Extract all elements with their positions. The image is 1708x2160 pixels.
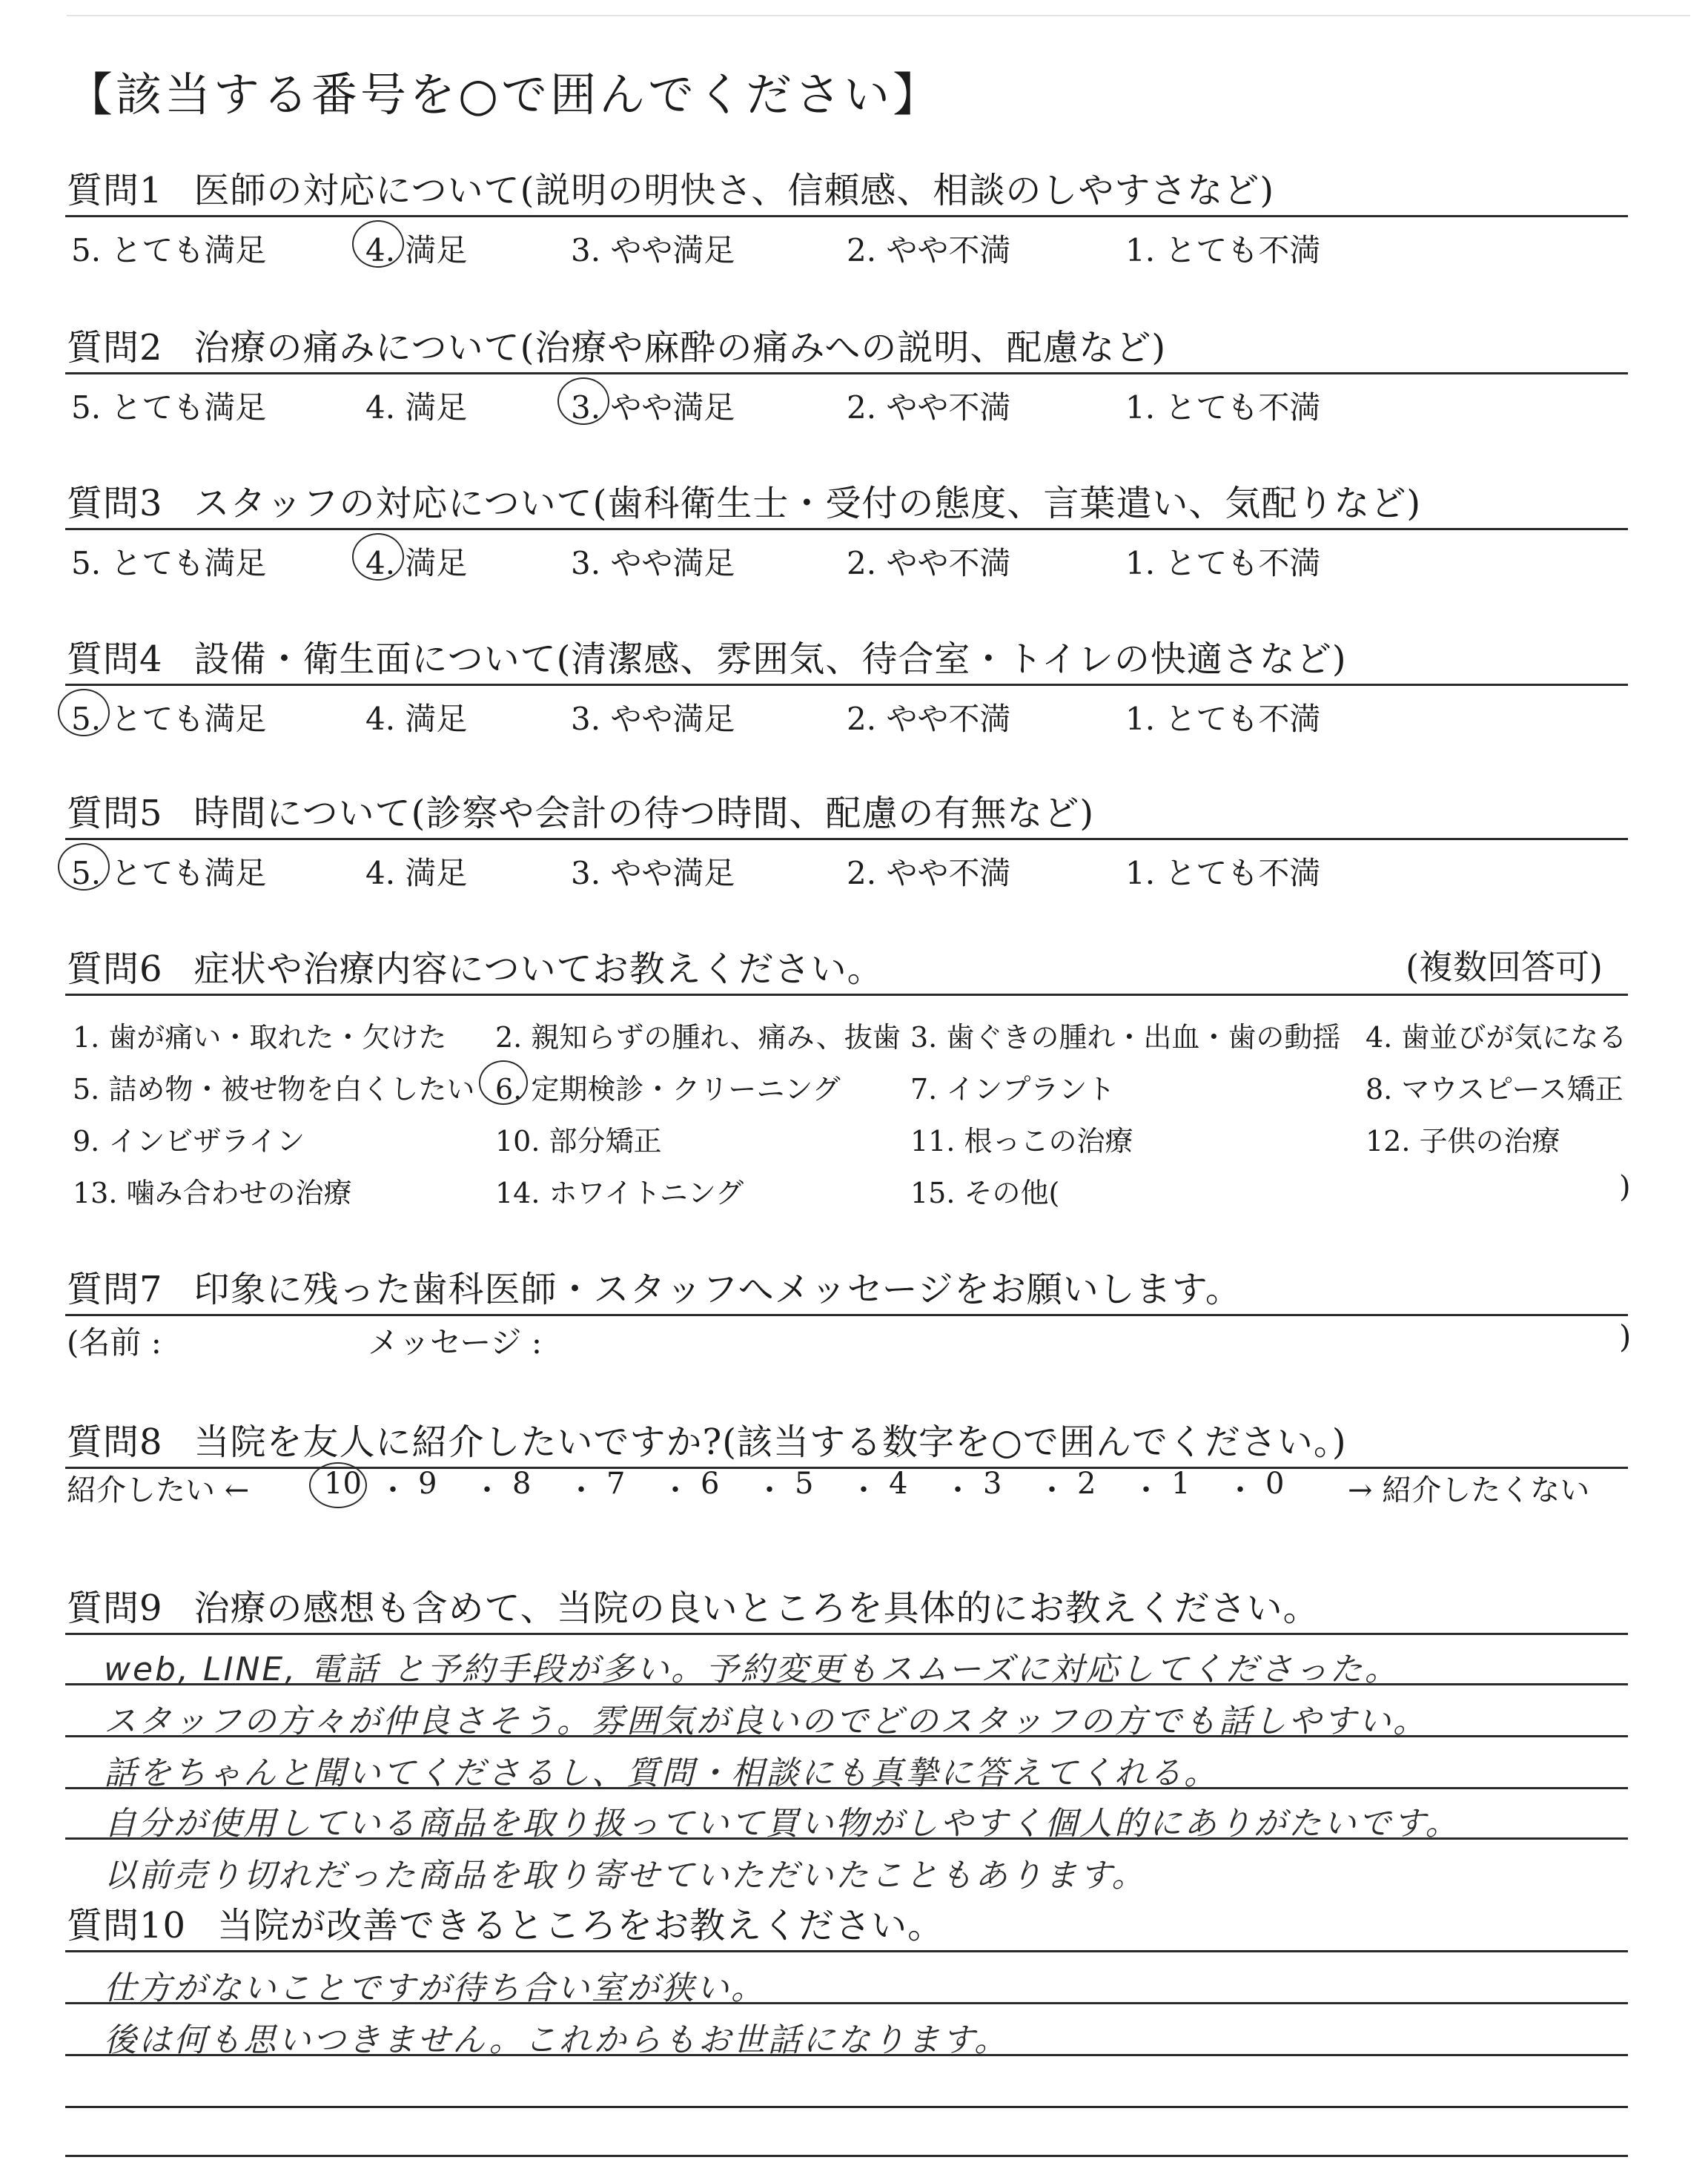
recommend-score[interactable]: 0 [1265, 1467, 1285, 1501]
form-header: 【該当する番号を○で囲んでください】 [67, 67, 942, 122]
scale-option[interactable]: 2. やや不満 [847, 232, 1011, 268]
scale-option[interactable]: 4. 満足 [365, 232, 468, 268]
underline-rule [65, 838, 1628, 840]
underline-rule [65, 2054, 1628, 2056]
score-separator: ・ [755, 1473, 784, 1507]
recommend-score[interactable]: 1 [1171, 1467, 1191, 1501]
selection-circle [309, 1462, 367, 1508]
question-title [67, 475, 1421, 526]
handwritten-answer: 自分が使用している商品を取り扱っていて買い物がしやすく個人的にありがたいです。 [104, 1805, 1460, 1843]
recommend-right-label: → 紹介したくない [1348, 1473, 1590, 1507]
score-separator: ・ [943, 1473, 973, 1507]
score-separator: ・ [1037, 1473, 1067, 1507]
scale-option[interactable]: 2. やや不満 [847, 701, 1011, 737]
question-label: 質問6 [67, 948, 163, 990]
symptom-option[interactable]: 14. ホワイトニング [495, 1177, 744, 1209]
scale-option[interactable]: 2. やや不満 [847, 855, 1011, 891]
symptom-option[interactable]: 4. 歯並びが気になる [1366, 1021, 1627, 1054]
underline-rule [65, 994, 1628, 996]
scale-option[interactable]: 2. やや不満 [847, 545, 1011, 581]
selection-circle [352, 533, 404, 581]
scale-option[interactable]: 4. 満足 [365, 701, 468, 737]
scale-option[interactable]: 1. とても不満 [1125, 389, 1321, 426]
scale-option[interactable]: 1. とても不満 [1125, 855, 1321, 891]
question-label: 質問2 [67, 327, 163, 369]
question-text: 治療の感想も含めて、当院の良いところを具体的にお教えください。 [193, 1588, 1320, 1629]
scale-option[interactable]: 5. とても満足 [71, 545, 267, 581]
question-text: 治療の痛みについて(治療や麻酔の痛みへの説明、配慮など) [193, 327, 1167, 369]
question-text: 印象に残った歯科医師・スタッフへメッセージをお願いします。 [193, 1269, 1242, 1310]
symptom-option[interactable]: 13. 噛み合わせの治療 [73, 1177, 352, 1209]
question-label: 質問3 [67, 483, 163, 524]
question-title [67, 162, 1274, 213]
symptom-option[interactable]: 2. 親知らずの腫れ、痛み、抜歯 [495, 1021, 901, 1054]
question-text: 当院が改善できるところをお教えください。 [217, 1905, 944, 1946]
scale-option[interactable]: 3. やや満足 [571, 855, 735, 891]
question-title [67, 1897, 944, 1948]
recommend-score[interactable]: 2 [1077, 1467, 1096, 1501]
selection-circle [557, 377, 609, 425]
question-label: 質問5 [67, 793, 163, 834]
symptom-option[interactable]: 5. 詰め物・被せ物を白くしたい [73, 1073, 475, 1106]
recommend-score[interactable]: 7 [606, 1467, 626, 1501]
underline-rule [65, 1314, 1628, 1316]
recommend-score[interactable]: 4 [889, 1467, 908, 1501]
underline-rule [65, 215, 1628, 217]
recommend-score[interactable]: 8 [512, 1467, 532, 1501]
handwritten-answer: 仕方がないことですが待ち合い室が狭い。 [104, 1969, 766, 2007]
selection-circle [58, 843, 110, 891]
multiple-answer-note: (複数回答可) [1406, 947, 1603, 987]
scale-option[interactable]: 2. やや不満 [847, 389, 1011, 426]
question-title [67, 1261, 1242, 1312]
symptom-option[interactable]: 9. インビザライン [73, 1125, 305, 1157]
scale-option[interactable]: 1. とても不満 [1125, 232, 1321, 268]
score-separator: ・ [661, 1473, 690, 1507]
recommend-score[interactable]: 9 [418, 1467, 437, 1501]
scale-option[interactable]: 3. やや満足 [571, 232, 735, 268]
question-label: 質問7 [67, 1269, 163, 1310]
selection-circle [479, 1060, 528, 1105]
question-text: 時間について(診察や会計の待つ時間、配慮の有無など) [193, 793, 1095, 834]
question-label: 質問9 [67, 1588, 163, 1629]
scale-option[interactable]: 1. とても不満 [1125, 701, 1321, 737]
question-label: 質問1 [67, 170, 163, 211]
handwritten-answer: web, LINE, 電話 と予約手段が多い。予約変更もスムーズに対応してくださった。 [104, 1651, 1400, 1688]
underline-rule [65, 528, 1628, 530]
underline-rule [65, 372, 1628, 374]
question-text: 設備・衛生面について(清潔感、雰囲気、待合室・トイレの快適さなど) [193, 638, 1347, 680]
question-title [67, 940, 884, 991]
recommend-score[interactable]: 5 [795, 1467, 814, 1501]
handwritten-answer: 話をちゃんと聞いてくださるし、質問・相談にも真摯に答えてくれる。 [104, 1754, 1219, 1792]
score-separator: ・ [1131, 1473, 1161, 1507]
symptom-option[interactable]: 7. インプラント [910, 1073, 1116, 1106]
question-text: 症状や治療内容についてお教えください。 [193, 948, 884, 990]
underline-rule [65, 1787, 1628, 1789]
scale-option[interactable]: 5. とても満足 [71, 855, 267, 891]
question-label: 質問10 [67, 1905, 187, 1946]
symptom-option[interactable]: 6. 定期検診・クリーニング [495, 1073, 841, 1106]
recommend-left-label: 紹介したい ← [67, 1473, 250, 1507]
score-separator: ・ [1225, 1473, 1255, 1507]
score-separator: ・ [849, 1473, 878, 1507]
symptom-option[interactable]: 10. 部分矯正 [495, 1125, 662, 1157]
other-close-paren: ) [1619, 1170, 1631, 1204]
q7-close-paren: ) [1619, 1318, 1632, 1355]
symptom-option[interactable]: 8. マウスピース矯正 [1366, 1073, 1623, 1106]
message-label: メッセージ : [368, 1324, 542, 1361]
score-separator: ・ [378, 1473, 408, 1507]
symptom-option[interactable]: 15. その他( [910, 1177, 1060, 1209]
underline-rule [65, 1837, 1628, 1840]
score-separator: ・ [566, 1473, 596, 1507]
top-border [67, 15, 1690, 16]
scale-option[interactable]: 3. やや満足 [571, 701, 735, 737]
scale-option[interactable]: 4. 満足 [365, 855, 468, 891]
question-text: 医師の対応について(説明の明快さ、信頼感、相談のしやすさなど) [193, 170, 1275, 211]
question-label: 質問8 [67, 1421, 163, 1463]
question-label: 質問4 [67, 638, 163, 680]
underline-rule [65, 2106, 1628, 2108]
scale-option[interactable]: 5. とても満足 [71, 701, 267, 737]
underline-rule [65, 684, 1628, 686]
question-text: スタッフの対応について(歯科衛生士・受付の態度、言葉遣い、気配りなど) [193, 483, 1422, 524]
recommend-score[interactable]: 10 [324, 1467, 362, 1501]
scale-option[interactable]: 5. とても満足 [71, 389, 267, 426]
question-text: 当院を友人に紹介したいですか?(該当する数字を○で囲んでください。) [193, 1421, 1347, 1463]
scale-option[interactable]: 5. とても満足 [71, 232, 267, 268]
handwritten-answer: 後は何も思いつきません。これからもお世話になります。 [104, 2021, 1010, 2059]
score-separator: ・ [472, 1473, 502, 1507]
underline-rule [65, 1633, 1628, 1635]
question-title [67, 1579, 1320, 1631]
scale-option[interactable]: 1. とても不満 [1125, 545, 1321, 581]
underline-rule [65, 1950, 1628, 1952]
scale-option[interactable]: 3. やや満足 [571, 545, 735, 581]
question-title [67, 785, 1094, 836]
name-label: (名前 : [67, 1324, 162, 1361]
handwritten-answer: スタッフの方々が仲良さそう。雰囲気が良いのでどのスタッフの方でも話しやすい。 [104, 1702, 1428, 1740]
scale-option[interactable]: 4. 満足 [365, 389, 468, 426]
symptom-option[interactable]: 3. 歯ぐきの腫れ・出血・歯の動揺 [910, 1021, 1341, 1054]
selection-circle [58, 689, 110, 736]
scale-option[interactable]: 3. やや満足 [571, 389, 735, 426]
scale-option[interactable]: 4. 満足 [365, 545, 468, 581]
underline-rule [65, 2155, 1628, 2157]
underline-rule [65, 1735, 1628, 1737]
recommend-score[interactable]: 3 [983, 1467, 1002, 1501]
question-title [67, 1413, 1347, 1464]
question-title [67, 319, 1166, 370]
symptom-option[interactable]: 1. 歯が痛い・取れた・欠けた [73, 1021, 447, 1054]
underline-rule [65, 1683, 1628, 1685]
underline-rule [65, 2002, 1628, 2004]
symptom-option[interactable]: 11. 根っこの治療 [910, 1125, 1133, 1157]
recommend-score[interactable]: 6 [701, 1467, 720, 1501]
symptom-option[interactable]: 12. 子供の治療 [1366, 1125, 1560, 1157]
question-title [67, 630, 1347, 681]
handwritten-answer: 以前売り切れだった商品を取り寄せていただいたこともあります。 [104, 1857, 1147, 1895]
selection-circle [352, 220, 404, 268]
